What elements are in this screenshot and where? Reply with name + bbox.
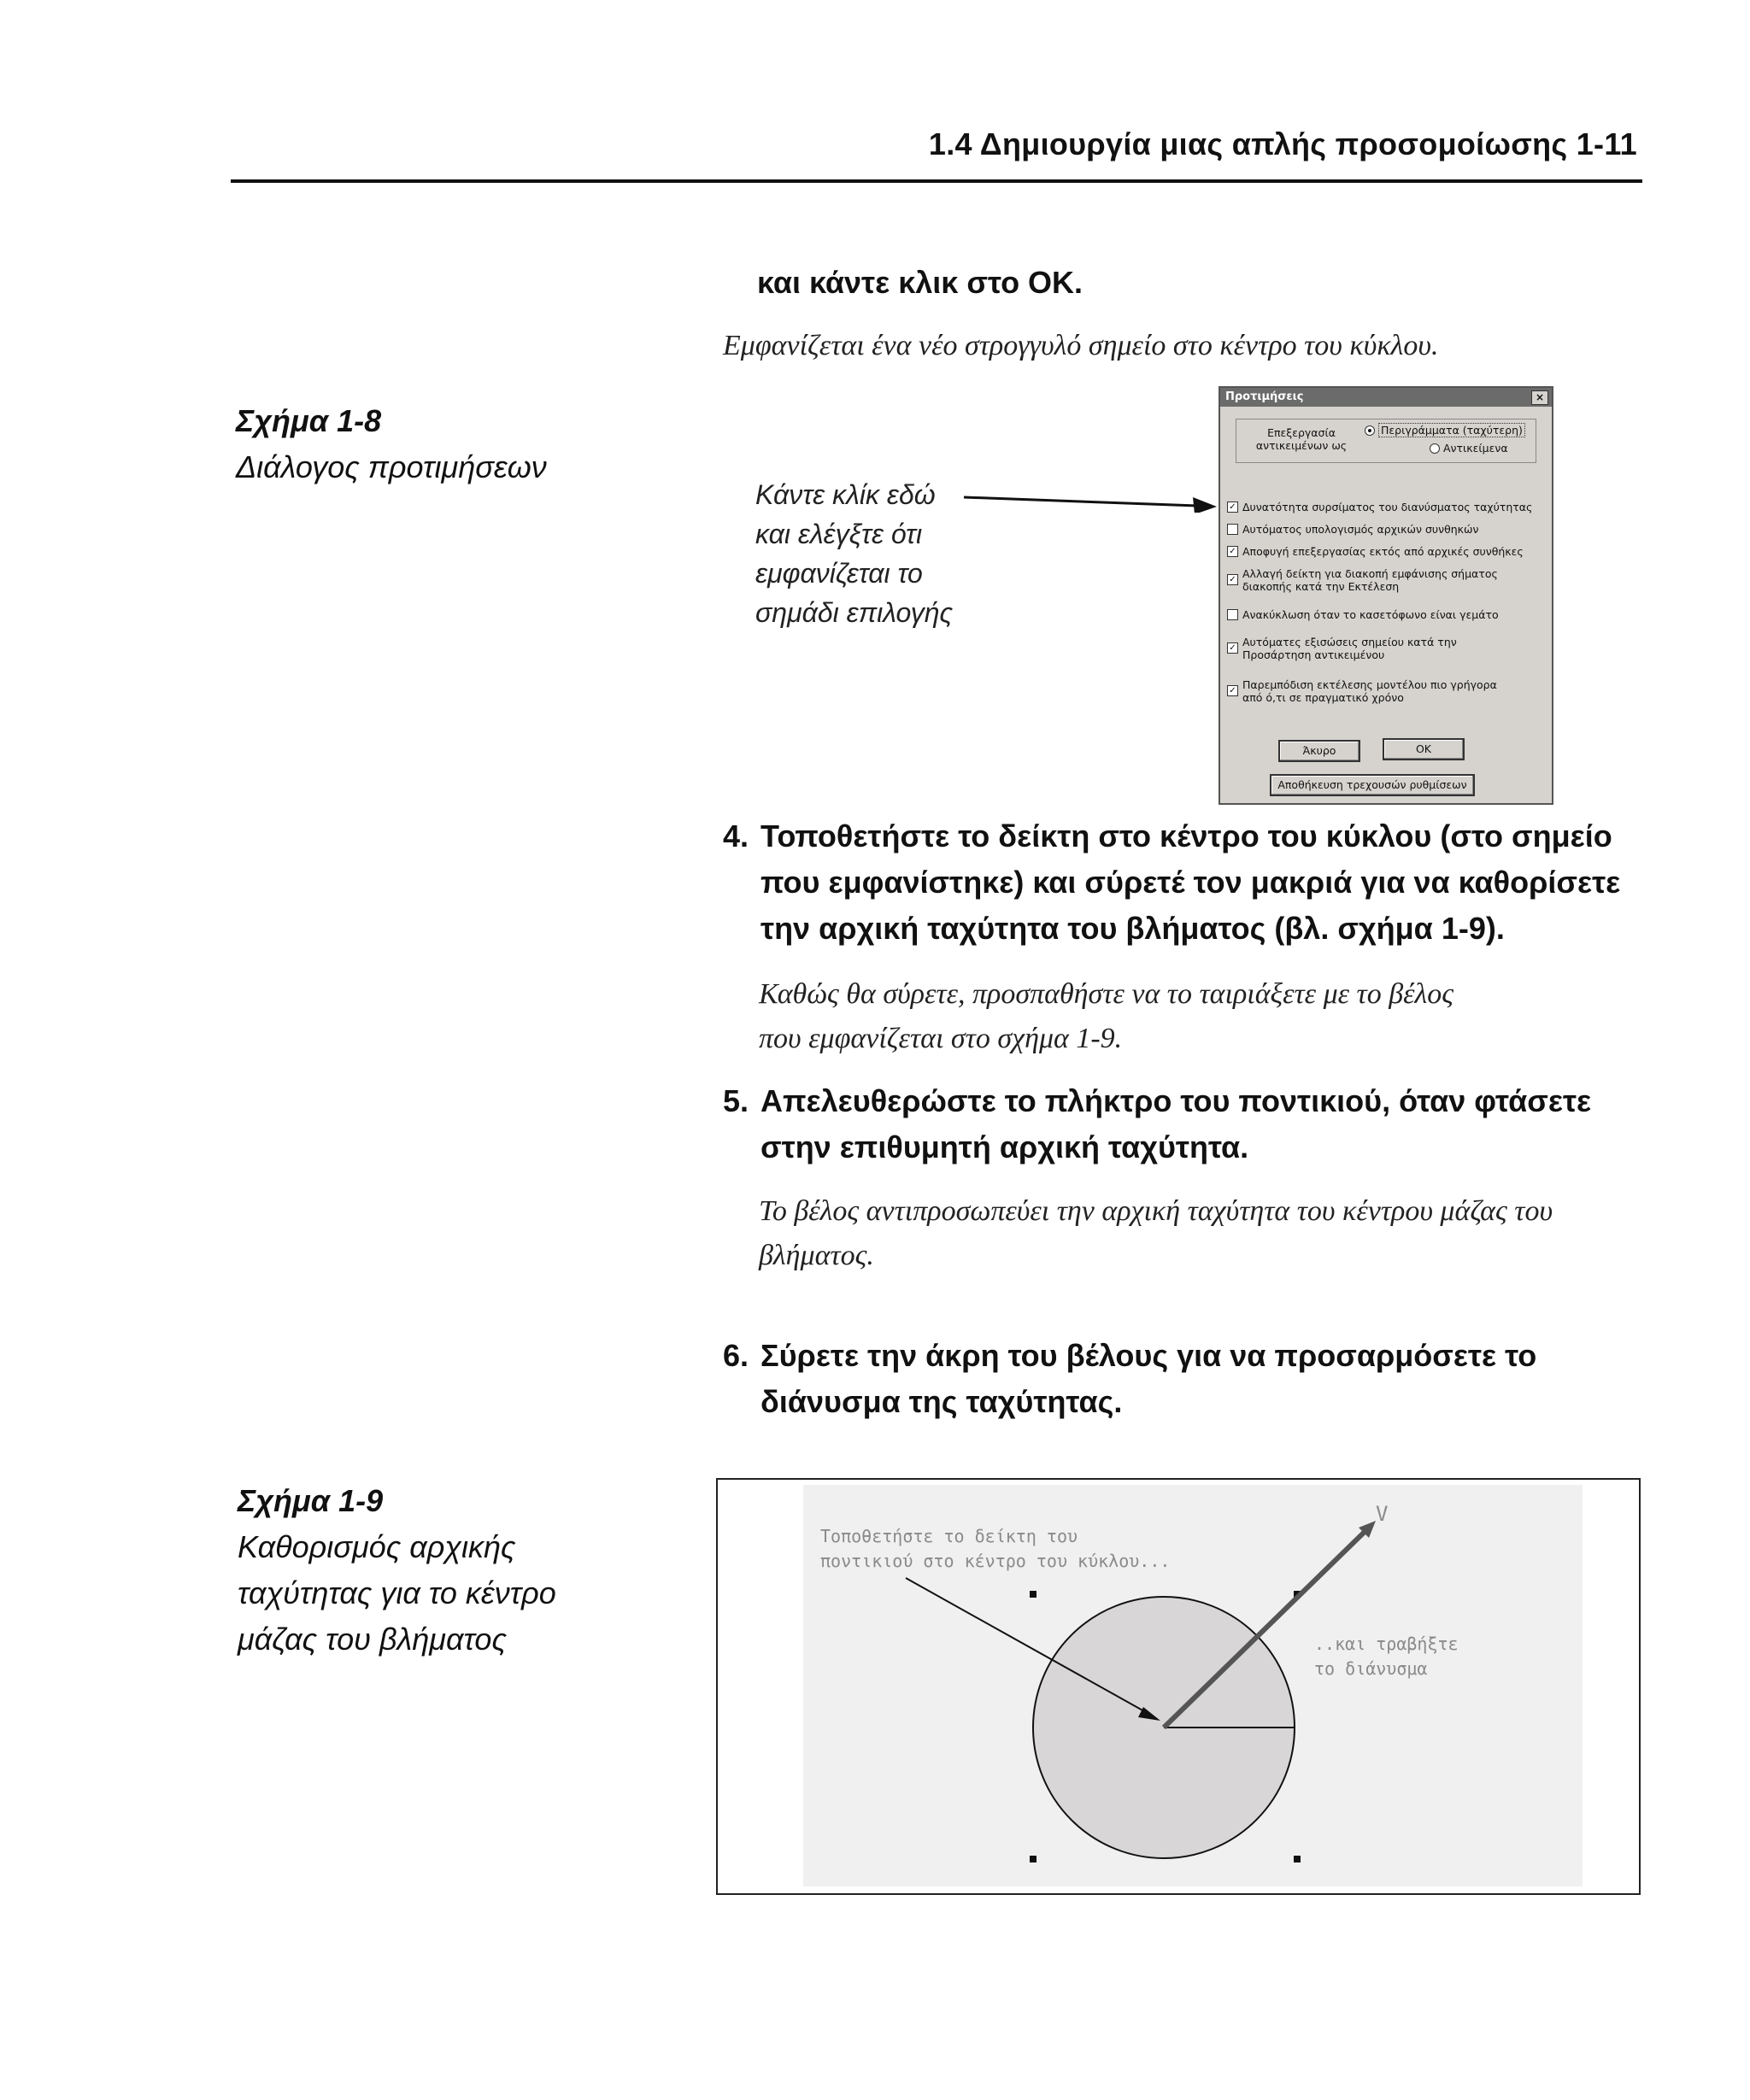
note-line: Καθώς θα σύρετε, προσπαθήστε να το ταιριάξετε με το βέλος bbox=[759, 978, 1454, 1010]
ok-button[interactable]: ΟΚ bbox=[1383, 738, 1465, 760]
option-checkbox[interactable] bbox=[1227, 678, 1518, 704]
checkbox-icon: ✓ bbox=[1227, 685, 1238, 696]
checkbox-icon bbox=[1227, 524, 1238, 535]
preferences-dialog bbox=[1219, 386, 1553, 805]
note-line: που εμφανίζεται στο σχήμα 1-9. bbox=[759, 1023, 1123, 1054]
annotation-line: Τοποθετήστε το δείκτη του bbox=[820, 1526, 1078, 1546]
step-line: που εμφανίστηκε) και σύρετέ τον μακριά για να καθορίσετε bbox=[760, 865, 1621, 900]
radio-objects-label: Αντικείμενα bbox=[1443, 442, 1508, 455]
callout-line: σημάδι επιλογής bbox=[755, 597, 954, 628]
annotation-right bbox=[1314, 1632, 1459, 1681]
option-label: Αυτόματες εξισώσεις σημείου κατά την Προσάρτηση αντικειμένου bbox=[1242, 636, 1457, 661]
option-checkbox[interactable] bbox=[1227, 636, 1483, 661]
radio-outlines[interactable] bbox=[1365, 423, 1525, 437]
option-checkbox[interactable] bbox=[1227, 501, 1532, 513]
callout-line: και ελέγξτε ότι bbox=[755, 519, 923, 549]
step-6 bbox=[723, 1333, 1646, 1425]
option-label: Ανακύκλωση όταν το κασετόφωνο είναι γεμάτο bbox=[1242, 608, 1499, 621]
selection-handle bbox=[1030, 1856, 1036, 1862]
checkbox-icon: ✓ bbox=[1227, 502, 1238, 513]
radio-objects[interactable] bbox=[1430, 442, 1508, 455]
annotation-line: ..και τραβήξτε bbox=[1314, 1634, 1459, 1654]
selection-handle bbox=[1294, 1856, 1301, 1862]
step-line: στην επιθυμητή αρχική ταχύτητα. bbox=[760, 1129, 1249, 1164]
annotation-line: το διάνυσμα bbox=[1314, 1658, 1428, 1679]
step-4 bbox=[723, 813, 1646, 952]
figure-1-9-label: Σχήμα 1-9 bbox=[238, 1483, 384, 1518]
instruction-line: και κάντε κλικ στο ΟΚ. bbox=[757, 265, 1083, 300]
save-settings-button[interactable]: Αποθήκευση τρεχουσών ρυθμίσεων bbox=[1270, 774, 1475, 796]
dialog-title-bar bbox=[1220, 388, 1552, 407]
option-label: Δυνατότητα συρσίματος του διανύσματος ταχύτητας bbox=[1242, 501, 1533, 513]
option-checkbox[interactable] bbox=[1227, 567, 1509, 593]
checkbox-icon: ✓ bbox=[1227, 642, 1238, 654]
step-line: Απελευθερώστε το πλήκτρο του ποντικιού, όταν φτάσετε bbox=[760, 1083, 1592, 1118]
header-rule bbox=[231, 179, 1642, 183]
running-header: 1.4 Δημιουργία μιας απλής προσομοίωσης 1-11 bbox=[928, 126, 1637, 161]
annotation-line: ποντικιού στο κέντρο του κύκλου... bbox=[820, 1551, 1171, 1571]
radio-dot-icon bbox=[1365, 425, 1375, 436]
caption-line: ταχύτητας για το κέντρο bbox=[238, 1575, 556, 1610]
figure-1-8-label: Σχήμα 1-8 bbox=[236, 403, 382, 438]
step-line: την αρχική ταχύτητα του βλήματος (βλ. σχήμα 1-9). bbox=[760, 911, 1505, 946]
caption-line: Καθορισμός αρχικής bbox=[238, 1529, 516, 1564]
edit-objects-label: Επεξεργασία αντικειμένων ως bbox=[1255, 426, 1348, 452]
dialog-callout bbox=[755, 475, 953, 632]
note-line: Το βέλος αντιπροσωπεύει την αρχική ταχύτητα του κέντρου μάζας του bbox=[759, 1195, 1553, 1227]
option-checkbox[interactable] bbox=[1227, 545, 1524, 558]
option-label: Αποφυγή επεξεργασίας εκτός από αρχικές συνθήκες bbox=[1242, 545, 1524, 558]
callout-line: εμφανίζεται το bbox=[755, 558, 923, 589]
caption-line: μάζας του βλήματος bbox=[238, 1622, 507, 1657]
step-5 bbox=[723, 1078, 1646, 1170]
intro-note: Εμφανίζεται ένα νέο στρογγυλό σημείο στο κέντρο του κύκλου. bbox=[723, 330, 1439, 361]
step-number: 6. bbox=[723, 1338, 749, 1373]
step-5-note bbox=[759, 1189, 1553, 1278]
step-line: Σύρετε την άκρη του βέλους για να προσαρμόσετε το bbox=[760, 1338, 1537, 1373]
dialog-title: Προτιμήσεις bbox=[1225, 390, 1304, 403]
checkbox-icon: ✓ bbox=[1227, 546, 1238, 557]
annotation-left bbox=[820, 1524, 1170, 1574]
option-checkbox[interactable] bbox=[1227, 608, 1499, 621]
edit-objects-group bbox=[1236, 419, 1536, 463]
step-number: 5. bbox=[723, 1083, 749, 1118]
radio-dot-icon bbox=[1430, 443, 1440, 454]
figure-1-9-caption bbox=[238, 1524, 556, 1663]
option-label: Αυτόματος υπολογισμός αρχικών συνθηκών bbox=[1242, 523, 1479, 536]
callout-line: Κάντε κλίκ εδώ bbox=[755, 479, 936, 510]
cancel-button[interactable]: Άκυρο bbox=[1278, 740, 1360, 762]
figure-1-8-caption: Διάλογος προτιμήσεων bbox=[236, 449, 547, 484]
checkbox-icon bbox=[1227, 609, 1238, 620]
option-checkbox[interactable] bbox=[1227, 523, 1478, 536]
step-line: Τοποθετήστε το δείκτη στο κέντρο του κύκλου (στο σημείο bbox=[760, 818, 1612, 853]
selection-handle bbox=[1030, 1591, 1036, 1598]
step-number: 4. bbox=[723, 818, 749, 853]
callout-arrow bbox=[962, 487, 1219, 513]
step-4-note bbox=[759, 972, 1453, 1061]
checkbox-icon: ✓ bbox=[1227, 574, 1238, 585]
option-label: Αλλαγή δείκτη για διακοπή εμφάνισης σήματος διακοπής κατά την Εκτέλεση bbox=[1242, 567, 1498, 593]
close-icon[interactable]: × bbox=[1531, 390, 1548, 405]
vector-label: V bbox=[1376, 1502, 1389, 1526]
figure-1-9-frame bbox=[716, 1478, 1641, 1895]
option-label: Παρεμπόδιση εκτέλεσης μοντέλου πιο γρήγορα από ό,τι σε πραγματικό χρόνο bbox=[1242, 678, 1497, 704]
step-line: διάνυσμα της ταχύτητας. bbox=[760, 1384, 1123, 1419]
note-line: βλήματος. bbox=[759, 1240, 874, 1271]
radio-outlines-label: Περιγράμματα (ταχύτερη) bbox=[1378, 423, 1525, 437]
